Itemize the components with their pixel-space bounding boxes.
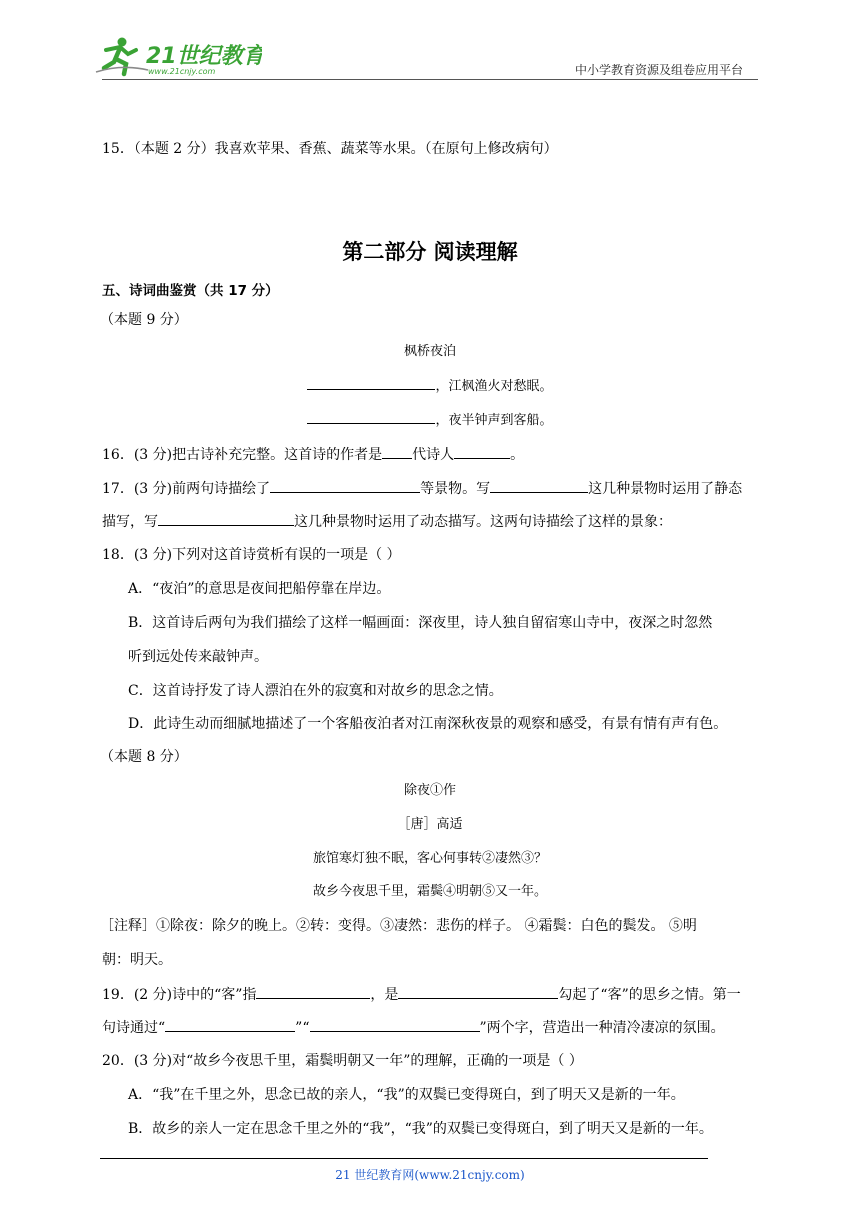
poem2-author: ［唐］高适: [397, 817, 463, 832]
fill-blank[interactable]: [158, 511, 294, 526]
q16-text-a: 16．(3 分)把古诗补充完整。这首诗的作者是: [102, 447, 383, 463]
annotation-line1: ［注释］①除夜：除夕的晚上。②转：变得。③凄然：悲伤的样子。 ④霜鬓：白色的鬓发。 ⑤明: [100, 918, 697, 934]
q19-text-c: 勾起了“客”的思乡之情。第一: [558, 987, 741, 1003]
q17-text-a: 17．(3 分)前两句诗描绘了: [102, 481, 271, 497]
poem2-line1: 旅馆寒灯独不眠，客心何事转②凄然③？: [312, 851, 547, 866]
section-heading: 五、诗词曲鉴赏（共 17 分）: [102, 283, 279, 299]
annotation-line2: 朝：明天。: [102, 952, 172, 968]
question-20: 20．(3 分)对“故乡今夜思千里，霜鬓明朝又一年”的理解，正确的一项是（ ）: [102, 1053, 583, 1069]
q19-text-b: ，是: [370, 987, 399, 1003]
q18-option-d: D．此诗生动而细腻地描述了一个客船夜泊者对江南深秋夜景的观察和感受，有景有情有声有色。: [128, 716, 728, 732]
q19-text-f: ”两个字，营造出一种清冷凄凉的氛围。: [479, 1020, 725, 1036]
fill-blank[interactable]: [307, 409, 435, 424]
logo-url: www.21cnjy.com: [148, 67, 216, 76]
footer-link[interactable]: 21 世纪教育网(www.21cnjy.com): [335, 1168, 525, 1182]
poem1-title: 枫桥夜泊: [403, 344, 456, 359]
question-16: [102, 444, 524, 465]
logo-text: 21世纪教育: [146, 44, 262, 69]
poem1-line1-text: ，江枫渔火对愁眠。: [435, 379, 553, 394]
fill-blank[interactable]: [307, 375, 435, 390]
q17-text-b: 等景物。写: [420, 481, 491, 497]
q18-option-b-cont: 听到远处传来敲钟声。: [128, 649, 268, 665]
fill-blank[interactable]: [382, 444, 412, 459]
question-19-line2: [102, 1017, 725, 1038]
runner-logo-icon: [92, 34, 262, 78]
q20-option-a: A．“我”在千里之外，思念已故的亲人，“我”的双鬓已变得斑白，到了明天又是新的一年。: [128, 1087, 685, 1103]
q20-option-b: B．故乡的亲人一定在思念千里之外的“我”，“我”的双鬓已变得斑白，到了明天又是新的一年。: [128, 1121, 713, 1137]
fill-blank[interactable]: [310, 1017, 480, 1032]
fill-blank[interactable]: [490, 478, 588, 493]
poem2-line2: 故乡今夜思千里，霜鬓④明朝⑤又一年。: [312, 884, 547, 899]
poem1-line2: [0, 409, 860, 431]
score-note-9: （本题 9 分）: [100, 312, 188, 328]
question-19-line1: [102, 984, 741, 1005]
q18-option-a: A．“夜泊”的意思是夜间把船停靠在岸边。: [128, 581, 391, 597]
q19-text-e: ”“: [295, 1020, 310, 1036]
poem2-title: 除夜①作: [403, 783, 456, 798]
question-15: 15．（本题 2 分）我喜欢苹果、香蕉、蔬菜等水果。（在原句上修改病句）: [102, 141, 558, 157]
question-18: 18．(3 分)下列对这首诗赏析有误的一项是（ ）: [102, 547, 401, 563]
fill-blank[interactable]: [270, 478, 420, 493]
poem1-line2-text: ，夜半钟声到客船。: [435, 413, 553, 428]
fill-blank[interactable]: [256, 984, 370, 999]
platform-name: 中小学教育资源及组卷应用平台: [575, 63, 744, 77]
q18-option-c: C．这首诗抒发了诗人漂泊在外的寂寞和对故乡的思念之情。: [128, 683, 503, 699]
part-title: 第二部分 阅读理解: [342, 240, 518, 264]
q16-text-c: 。: [510, 447, 525, 463]
q17-text-c: 这几种景物时运用了静态: [588, 481, 743, 497]
fill-blank[interactable]: [398, 984, 558, 999]
question-17-line1: [102, 478, 742, 499]
question-17-line2: [102, 511, 672, 532]
q17-text-e: 这几种景物时运用了动态描写。这两句诗描绘了这样的景象：: [294, 514, 672, 530]
q19-text-a: 19．(2 分)诗中的“客”指: [102, 987, 257, 1003]
q19-text-d: 句诗通过“: [102, 1020, 166, 1036]
fill-blank[interactable]: [165, 1017, 295, 1032]
q18-option-b: B．这首诗后两句为我们描绘了这样一幅画面：深夜里，诗人独自留宿寒山寺中，夜深之时忽然: [128, 615, 713, 631]
q16-text-b: 代诗人: [412, 447, 455, 463]
poem1-line1: [0, 375, 860, 397]
fill-blank[interactable]: [454, 444, 510, 459]
score-note-8: （本题 8 分）: [100, 749, 188, 765]
q17-text-d: 描写，写: [102, 514, 158, 530]
header-divider: [102, 79, 758, 80]
site-logo: [92, 34, 262, 78]
footer-divider: [100, 1158, 708, 1159]
